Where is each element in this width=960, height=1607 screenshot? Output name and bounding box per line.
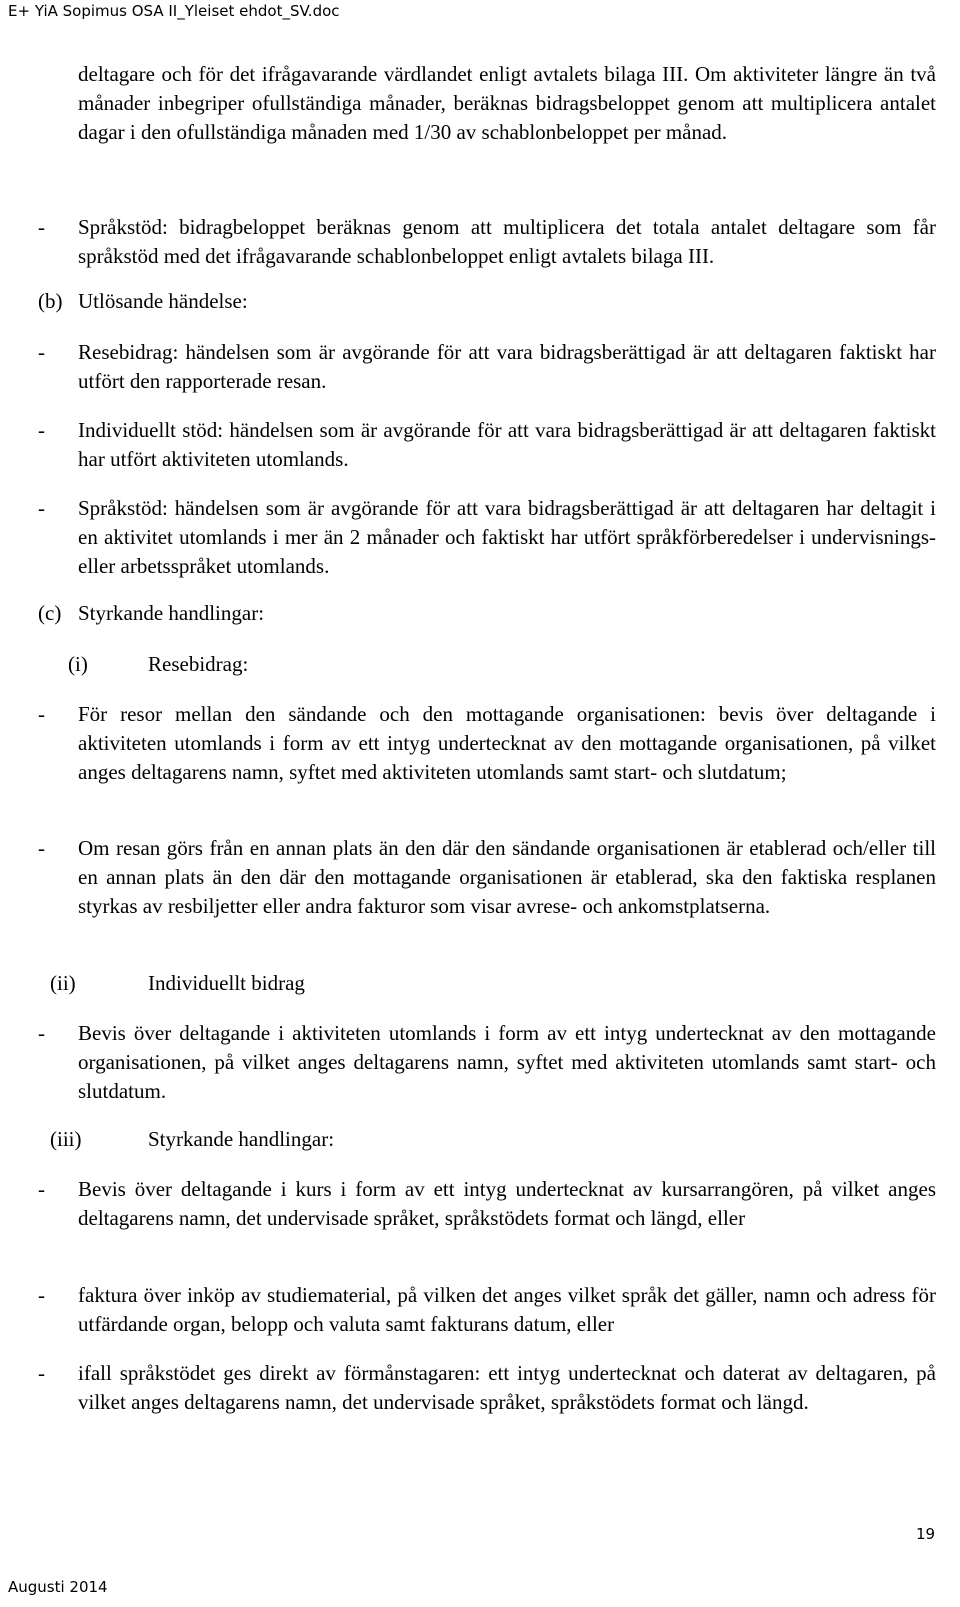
bullet-dash: - [38,836,45,860]
subsection-title: Styrkande handlingar: [148,1127,335,1151]
footer-date: Augusti 2014 [8,1578,108,1596]
bullet-dash: - [38,215,45,239]
bullet-dash: - [38,702,45,726]
list-item-text: Resebidrag: händelsen som är avgörande för att vara bidragsberättigad är att deltagaren faktiskt har utfört den rapporterade resan. [78,340,936,393]
subsection-marker: (ii) [50,971,76,995]
list-item-text: faktura över inköp av studiematerial, på vilken det anges vilket språk det gäller, namn och adress för utfärdande organ, belopp och valuta samt fakturans datum, eller [78,1283,936,1336]
list-item-text: Språkstöd: händelsen som är avgörande för att vara bidragsberättigad är att deltagaren har deltagit i en aktivitet utomlands i mer än 2 månader och faktiskt har utfört språkförberedelser i undervisnings- eller arbetsspråket utomlands. [78,496,936,578]
subsection-title: Resebidrag: [148,652,249,676]
section-title: Styrkande handlingar: [78,601,265,625]
bullet-dash: - [38,1021,45,1045]
bullet-dash: - [38,1283,45,1307]
page-number: 19 [916,1525,936,1543]
list-item-text: Om resan görs från en annan plats än den där den sändande organisationen är etablerad och/eller till en annan plats än den där den mottagande organisationen är etablerad, ska den faktiska resplanen styrkas av resbiljetter eller andra fakturor som visar avrese- och ankomstplatserna. [78,836,936,918]
list-item-text: Bevis över deltagande i kurs i form av ett intyg undertecknat av kursarrangören, på vilket anges deltagarens namn, det undervisade språket, språkstödets format och längd, eller [78,1177,936,1230]
bullet-dash: - [38,496,45,520]
subsection-marker: (iii) [50,1127,82,1151]
intro-paragraph: deltagare och för det ifrågavarande värdlandet enligt avtalets bilaga III. Om aktiviteter längre än två månader inbegriper ofullständiga månader, beräknas bidragsbeloppet genom att multiplicera antalet dagar i den ofullständiga månaden med 1/30 av schablonbeloppet per månad. [78,62,936,144]
subsection-title: Individuellt bidrag [148,971,305,995]
section-title: Utlösande händelse: [78,289,248,313]
section-marker: (b) [38,289,63,313]
list-item-text: Bevis över deltagande i aktiviteten utomlands i form av ett intyg undertecknat av den mottagande organisationen, på vilket anges deltagarens namn, syftet med aktiviteten utomlands samt start- och slutdatum. [78,1021,936,1103]
bullet-dash: - [38,418,45,442]
section-marker: (c) [38,601,62,625]
bullet-dash: - [38,1361,45,1385]
bullet-dash: - [38,340,45,364]
bullet-dash: - [38,1177,45,1201]
list-item-text: Språkstöd: bidragbeloppet beräknas genom att multiplicera det totala antalet deltagare som får språkstöd med det ifrågavarande schablonbeloppet enligt avtalets bilaga III. [78,215,936,268]
list-item-text: ifall språkstödet ges direkt av förmånstagaren: ett intyg undertecknat och daterat av deltagaren, på vilket anges deltagarens namn, det undervisade språket, språkstödets format och längd. [78,1361,936,1414]
list-item-text: För resor mellan den sändande och den mottagande organisationen: bevis över deltagande i aktiviteten utomlands i form av ett intyg undertecknat av den mottagande organisationen, på vilket anges deltagarens namn, syftet med aktiviteten utomlands samt start- och slutdatum; [78,702,936,784]
list-item-text: Individuellt stöd: händelsen som är avgörande för att vara bidragsberättigad är att deltagaren faktiskt har utfört aktiviteten utomlands. [78,418,936,471]
document-header: E+ YiA Sopimus OSA II_Yleiset ehdot_SV.doc [8,2,340,20]
subsection-marker: (i) [68,652,88,676]
